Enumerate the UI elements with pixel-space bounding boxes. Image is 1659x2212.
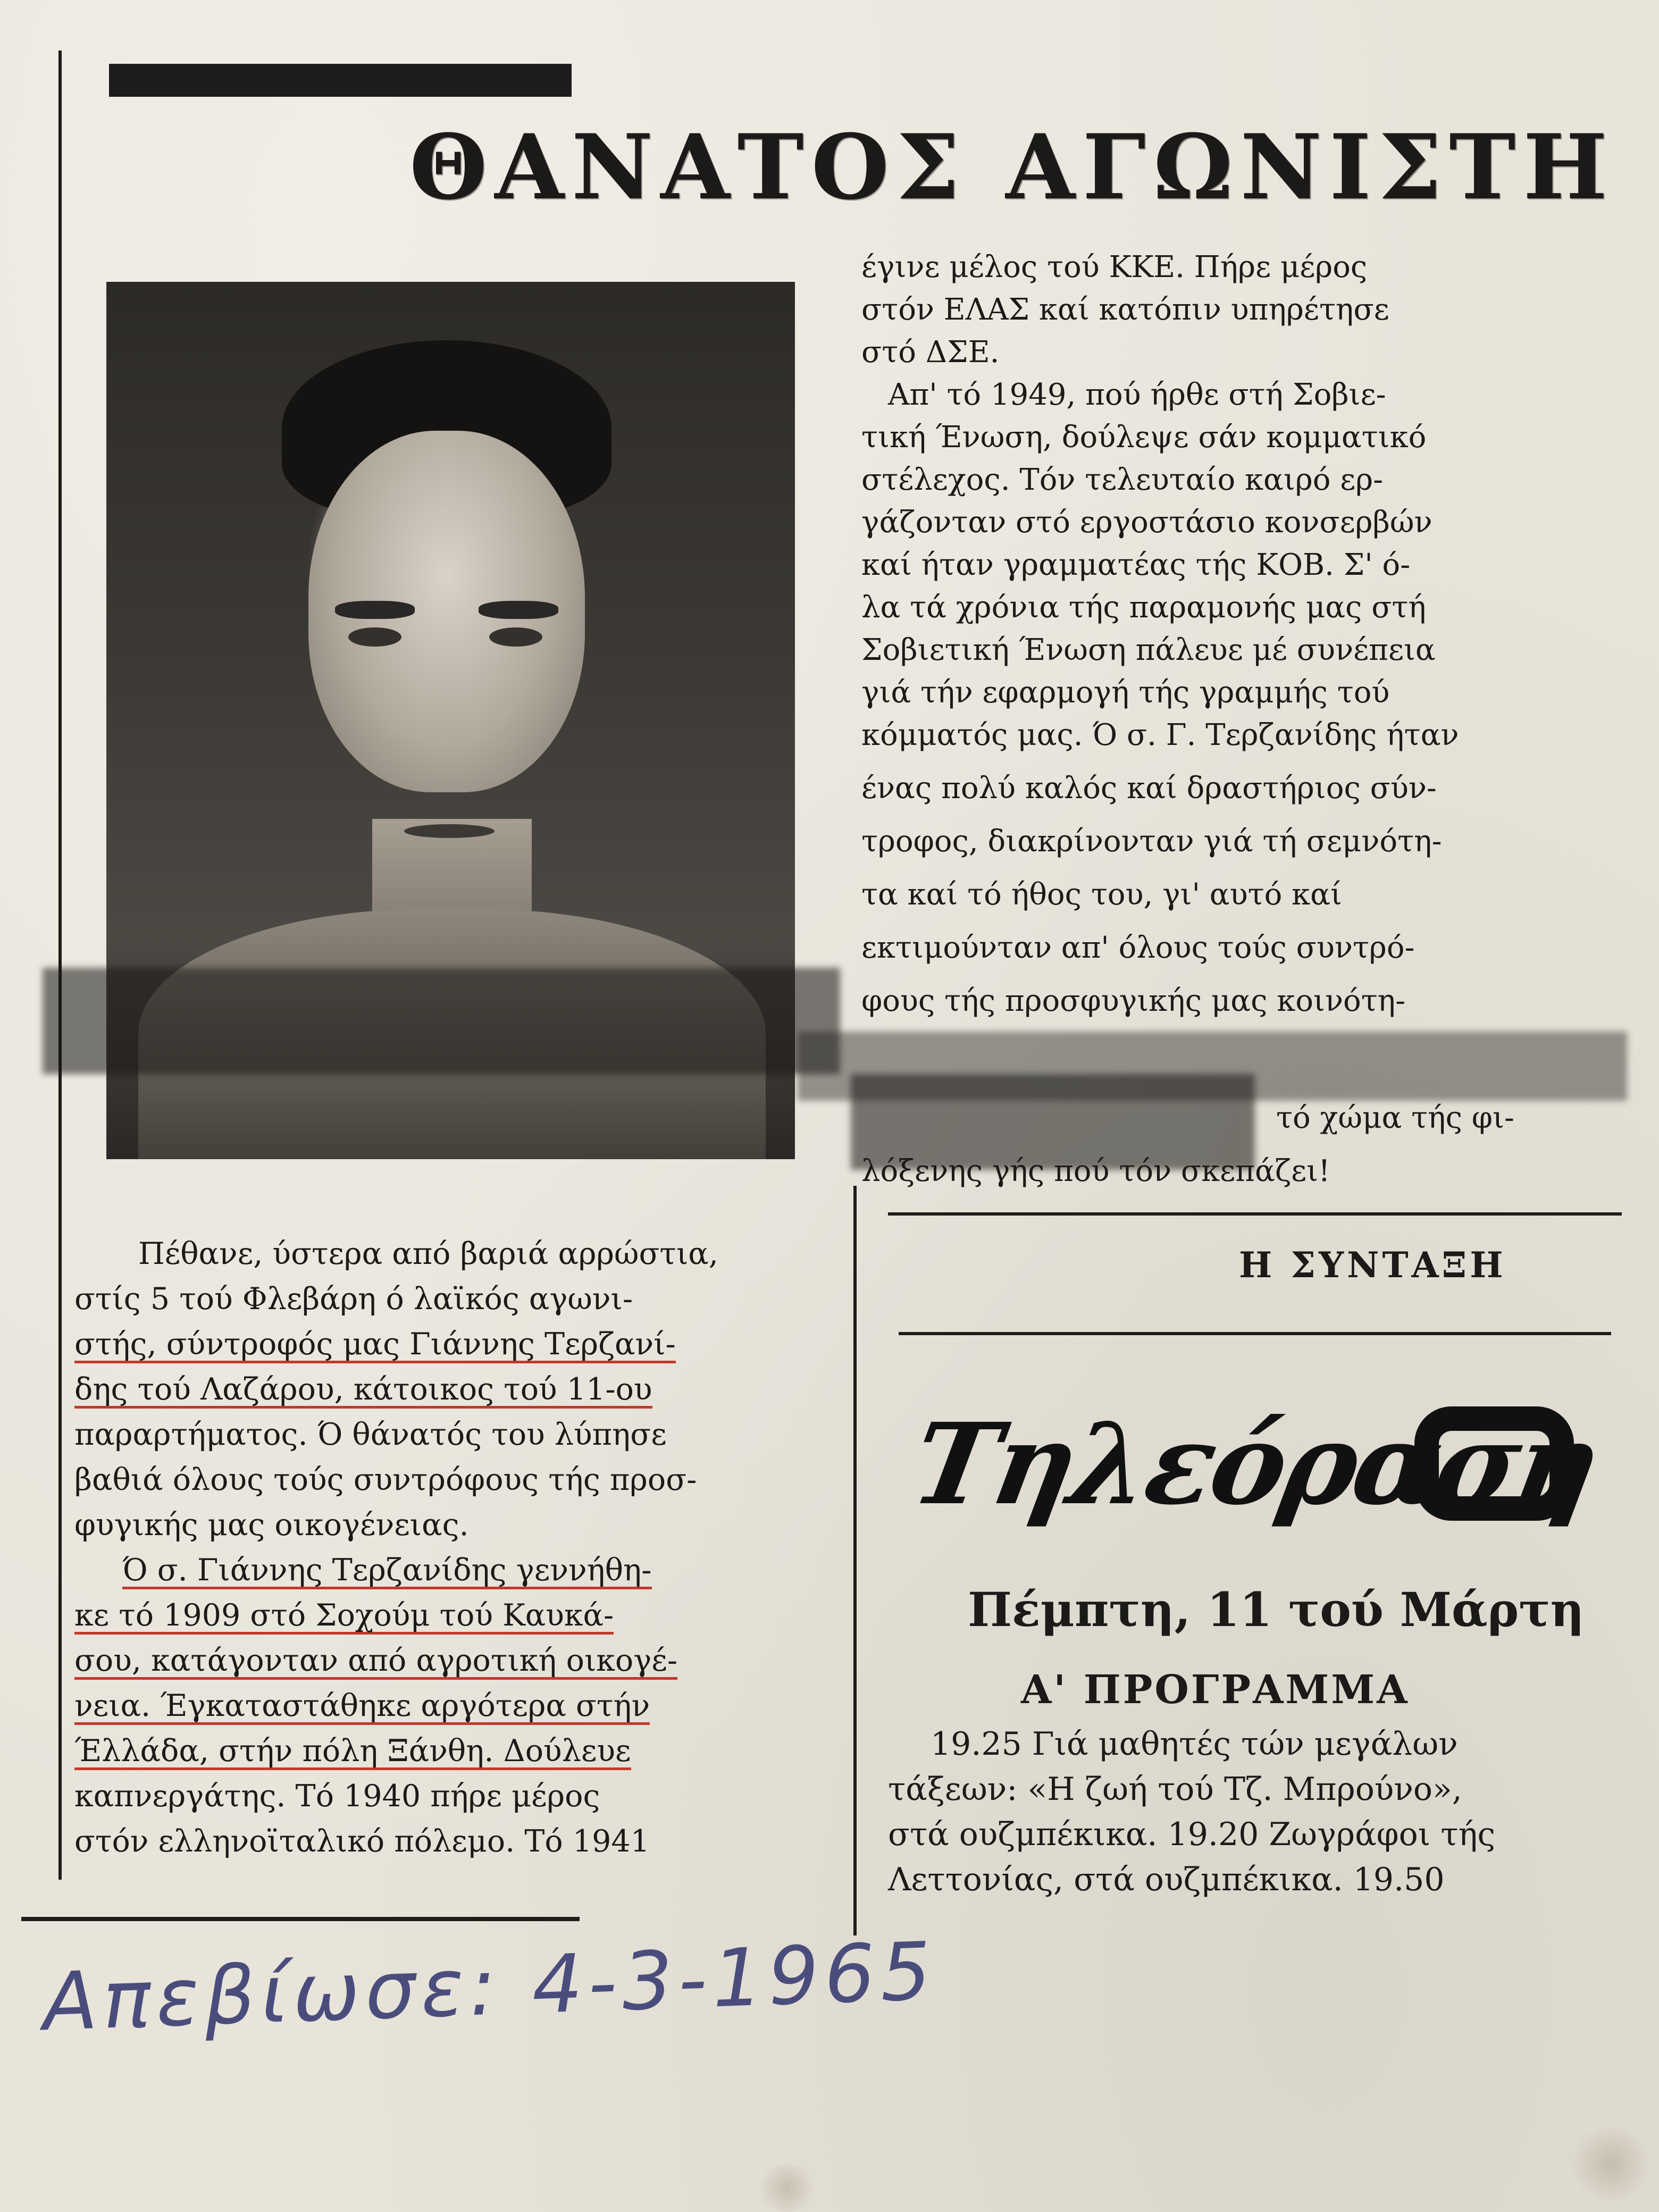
text-line: τα καί τό ήθος του, γι' αυτό καί <box>861 877 1342 912</box>
vertical-divider <box>853 1186 857 1936</box>
article-headline: ΘΑΝΑΤΟΣ ΑΓΩΝΙΣΤΗ <box>409 114 1615 220</box>
text-line: καπνεργάτης. Τό 1940 πήρε μέρος <box>74 1779 600 1814</box>
ink-smudge <box>43 968 840 1074</box>
text-line-underlined: νεια. Έγκαταστάθηκε αργότερα στήν <box>74 1691 650 1725</box>
photo-right-eye <box>489 627 542 647</box>
text-line: Απ' τό 1949, πού ήρθε στή Σοβιε- <box>888 378 1386 412</box>
text-line: φους τής προσφυγικής μας κοινότη- <box>861 984 1406 1018</box>
text-line: στό ΔΣΕ. <box>861 335 1000 370</box>
text-line: στέλεχος. Τόν τελευταίο καιρό ερ- <box>861 463 1384 497</box>
tv-day-heading: Πέμπτη, 11 τού Μάρτη <box>968 1582 1585 1637</box>
text-line: λόξενης γής πού τόν σκεπάζει! <box>861 1154 1330 1188</box>
tv-program-heading: Α' ΠΡΟΓΡΑΜΜΑ <box>1021 1667 1410 1713</box>
photo-left-eye <box>348 627 401 647</box>
text-line: βαθιά όλους τούς συντρόφους τής προσ- <box>74 1462 697 1497</box>
handwritten-death-date: Απεβίωσε: 4-3-1965 <box>41 1925 938 2049</box>
text-line: εκτιμούνταν απ' όλους τούς συντρό- <box>861 931 1415 965</box>
text-line: στίς 5 τού Φλεβάρη ό λαϊκός αγωνι- <box>74 1281 633 1317</box>
text-line-underlined: στής, σύντροφός μας Γιάννης Τερζανί- <box>74 1329 676 1363</box>
text-line: γιά τήν εφαρμογή τής γραμμής τού <box>861 675 1390 710</box>
column-divider <box>899 1332 1611 1335</box>
text-line: 19.25 Γιά μαθητές τών μεγάλων <box>931 1725 1458 1763</box>
text-line: έγινε μέλος τού ΚΚΕ. Πήρε μέρος <box>861 250 1368 284</box>
editorial-signature: Η ΣΥΝΤΑΞΗ <box>1239 1244 1506 1286</box>
text-line-underlined: Ό σ. Γιάννης Τερζανίδης γεννήθη- <box>122 1555 652 1589</box>
text-line: στόν ελληνοϊταλικό πόλεμο. Τό 1941 <box>74 1824 650 1859</box>
text-line: Λεττονίας, στά ουζμπέκικα. 19.50 <box>888 1861 1445 1898</box>
text-line-underlined: κε τό 1909 στό Σοχούμ τού Καυκά- <box>74 1601 614 1635</box>
left-frame-rule <box>58 51 62 1880</box>
text-line: ένας πολύ καλός καί δραστήριος σύν- <box>861 771 1437 806</box>
text-line: στά ουζμπέκικα. 19.20 Ζωγράφοι τής <box>888 1816 1496 1853</box>
text-line: τική Ένωση, δούλεψε σάν κομματικό <box>861 420 1427 455</box>
photo-mouth <box>404 824 495 838</box>
bottom-rule <box>21 1917 580 1921</box>
text-line: λα τά χρόνια τής παραμονής μας στή <box>861 590 1426 625</box>
photo-left-brow <box>335 601 415 619</box>
text-line: στόν ΕΛΑΣ καί κατόπιν υπηρέτησε <box>861 292 1389 327</box>
top-rule-bar <box>109 64 572 97</box>
tv-screen-icon <box>1414 1406 1574 1521</box>
text-line: γάζονταν στό εργοστάσιο κονσερβών <box>861 505 1432 540</box>
text-line: Σοβιετική Ένωση πάλευε μέ συνέπεια <box>861 633 1436 667</box>
text-line-underlined: δης τού Λαζάρου, κάτοικος τού 11-ου <box>74 1375 652 1409</box>
paper-stain <box>1569 2127 1654 2201</box>
text-line: κόμματός μας. Ό σ. Γ. Τερζανίδης ήταν <box>861 718 1459 752</box>
television-logo <box>903 1398 1606 1530</box>
text-line: τάξεων: «Η ζωή τού Τζ. Μπρούνο», <box>888 1771 1462 1808</box>
column-divider <box>888 1212 1622 1216</box>
paper-stain <box>755 2164 819 2212</box>
text-line: τροφος, διακρίνονταν γιά τή σεμνότη- <box>861 824 1442 859</box>
text-line: καί ήταν γραμματέας τής ΚΟΒ. Σ' ό- <box>861 548 1411 582</box>
photo-right-brow <box>479 601 558 619</box>
text-line-underlined: Έλλάδα, στήν πόλη Ξάνθη. Δούλευε <box>74 1736 631 1770</box>
text-line: παραρτήματος. Ό θάνατός του λύπησε <box>74 1417 667 1452</box>
television-logo-word: Τηλεόραση <box>903 1398 1606 1530</box>
text-line: τό χώμα τής φι- <box>1276 1101 1514 1135</box>
text-line: Πέθανε, ύστερα από βαριά αρρώστια, <box>138 1236 718 1271</box>
text-line-underlined: σου, κατάγονταν από αγροτική οικογέ- <box>74 1646 677 1680</box>
text-line: φυγικής μας οικογένειας. <box>74 1507 469 1543</box>
